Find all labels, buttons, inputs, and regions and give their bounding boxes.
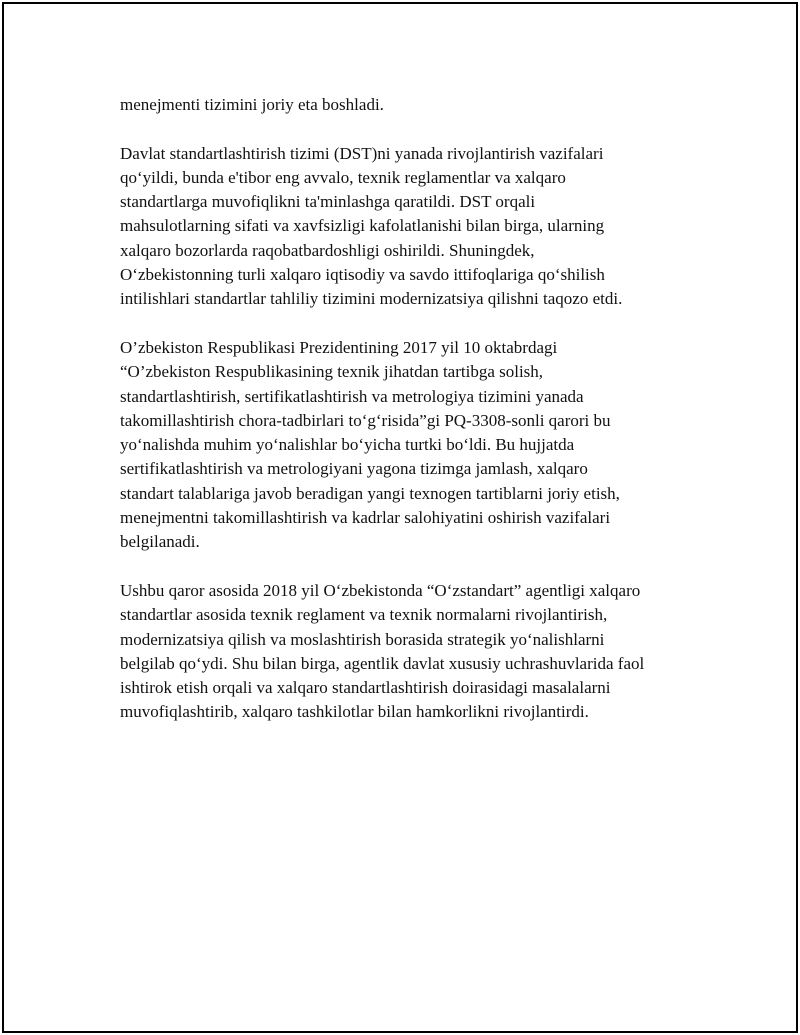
text-line: O‘zbekistonning turli xalqaro iqtisodiy va savdo ittifoqlariga qo‘shilish [120,265,605,285]
text-line: standart talablariga javob beradigan yangi texnogen tartiblarni joriy etish, [120,483,620,503]
text-line: belgilanadi. [120,532,200,552]
text-line: xalqaro bozorlarda raqobatbardoshligi oshirildi. Shuningdek, [120,240,535,260]
text-line: Ushbu qaror asosida 2018 yil O‘zbekistonda “O‘zstandart” agentligi xalqaro [120,580,641,600]
text-line: Davlat standartlashtirish tizimi (DST)ni yanada rivojlantirish vazifalari [120,143,604,163]
text-line: modernizatsiya qilish va moslashtirish borasida strategik yo‘nalishlarni [120,629,605,649]
text-line: intilishlari standartlar tahliliy tizimini modernizatsiya qilishni taqozo etdi. [120,289,623,309]
text-line: qo‘yildi, bunda e'tibor eng avvalo, texnik reglamentlar va xalqaro [120,167,566,187]
paragraph-3 [120,336,680,555]
document-body [120,93,680,749]
text-line: belgilab qo‘ydi. Shu bilan birga, agentlik davlat xususiy uchrashuvlarida faol [120,653,645,673]
text-line: muvofiqlashtirib, xalqaro tashkilotlar bilan hamkorlikni rivojlantirdi. [120,702,589,722]
text-line: mahsulotlarning sifati va xavfsizligi kafolatlanishi bilan birga, ularning [120,216,605,236]
text-line: menejmenti tizimini joriy eta boshladi. [120,95,384,114]
paragraph-1 [120,93,680,117]
paragraph-2 [120,142,680,312]
text-line: yo‘nalishda muhim yo‘nalishlar bo‘yicha turtki bo‘ldi. Bu hujjatda [120,435,575,455]
text-line: standartlar asosida texnik reglament va texnik normalarni rivojlantirish, [120,605,608,625]
text-line: “O’zbekiston Respublikasining texnik jihatdan tartibga solish, [120,362,544,382]
text-line: standartlarga muvofiqlikni ta'minlashga qaratildi. DST orqali [120,192,536,212]
text-line: sertifikatlashtirish va metrologiyani yagona tizimga jamlash, xalqaro [120,459,588,479]
text-line: standartlashtirish, sertifikatlashtirish va metrologiya tizimini yanada [120,386,584,406]
text-line: takomillashtirish chora-tadbirlari to‘g‘risida”gi PQ-3308-sonli qarori bu [120,410,611,430]
paragraph-4 [120,579,680,725]
text-line: O’zbekiston Respublikasi Prezidentining 2017 yil 10 oktabrdagi [120,337,558,357]
text-line: ishtirok etish orqali va xalqaro standartlashtirish doirasidagi masalalarni [120,678,611,698]
text-line: menejmentni takomillashtirish va kadrlar salohiyatini oshirish vazifalari [120,508,611,528]
document-page [2,2,798,1033]
